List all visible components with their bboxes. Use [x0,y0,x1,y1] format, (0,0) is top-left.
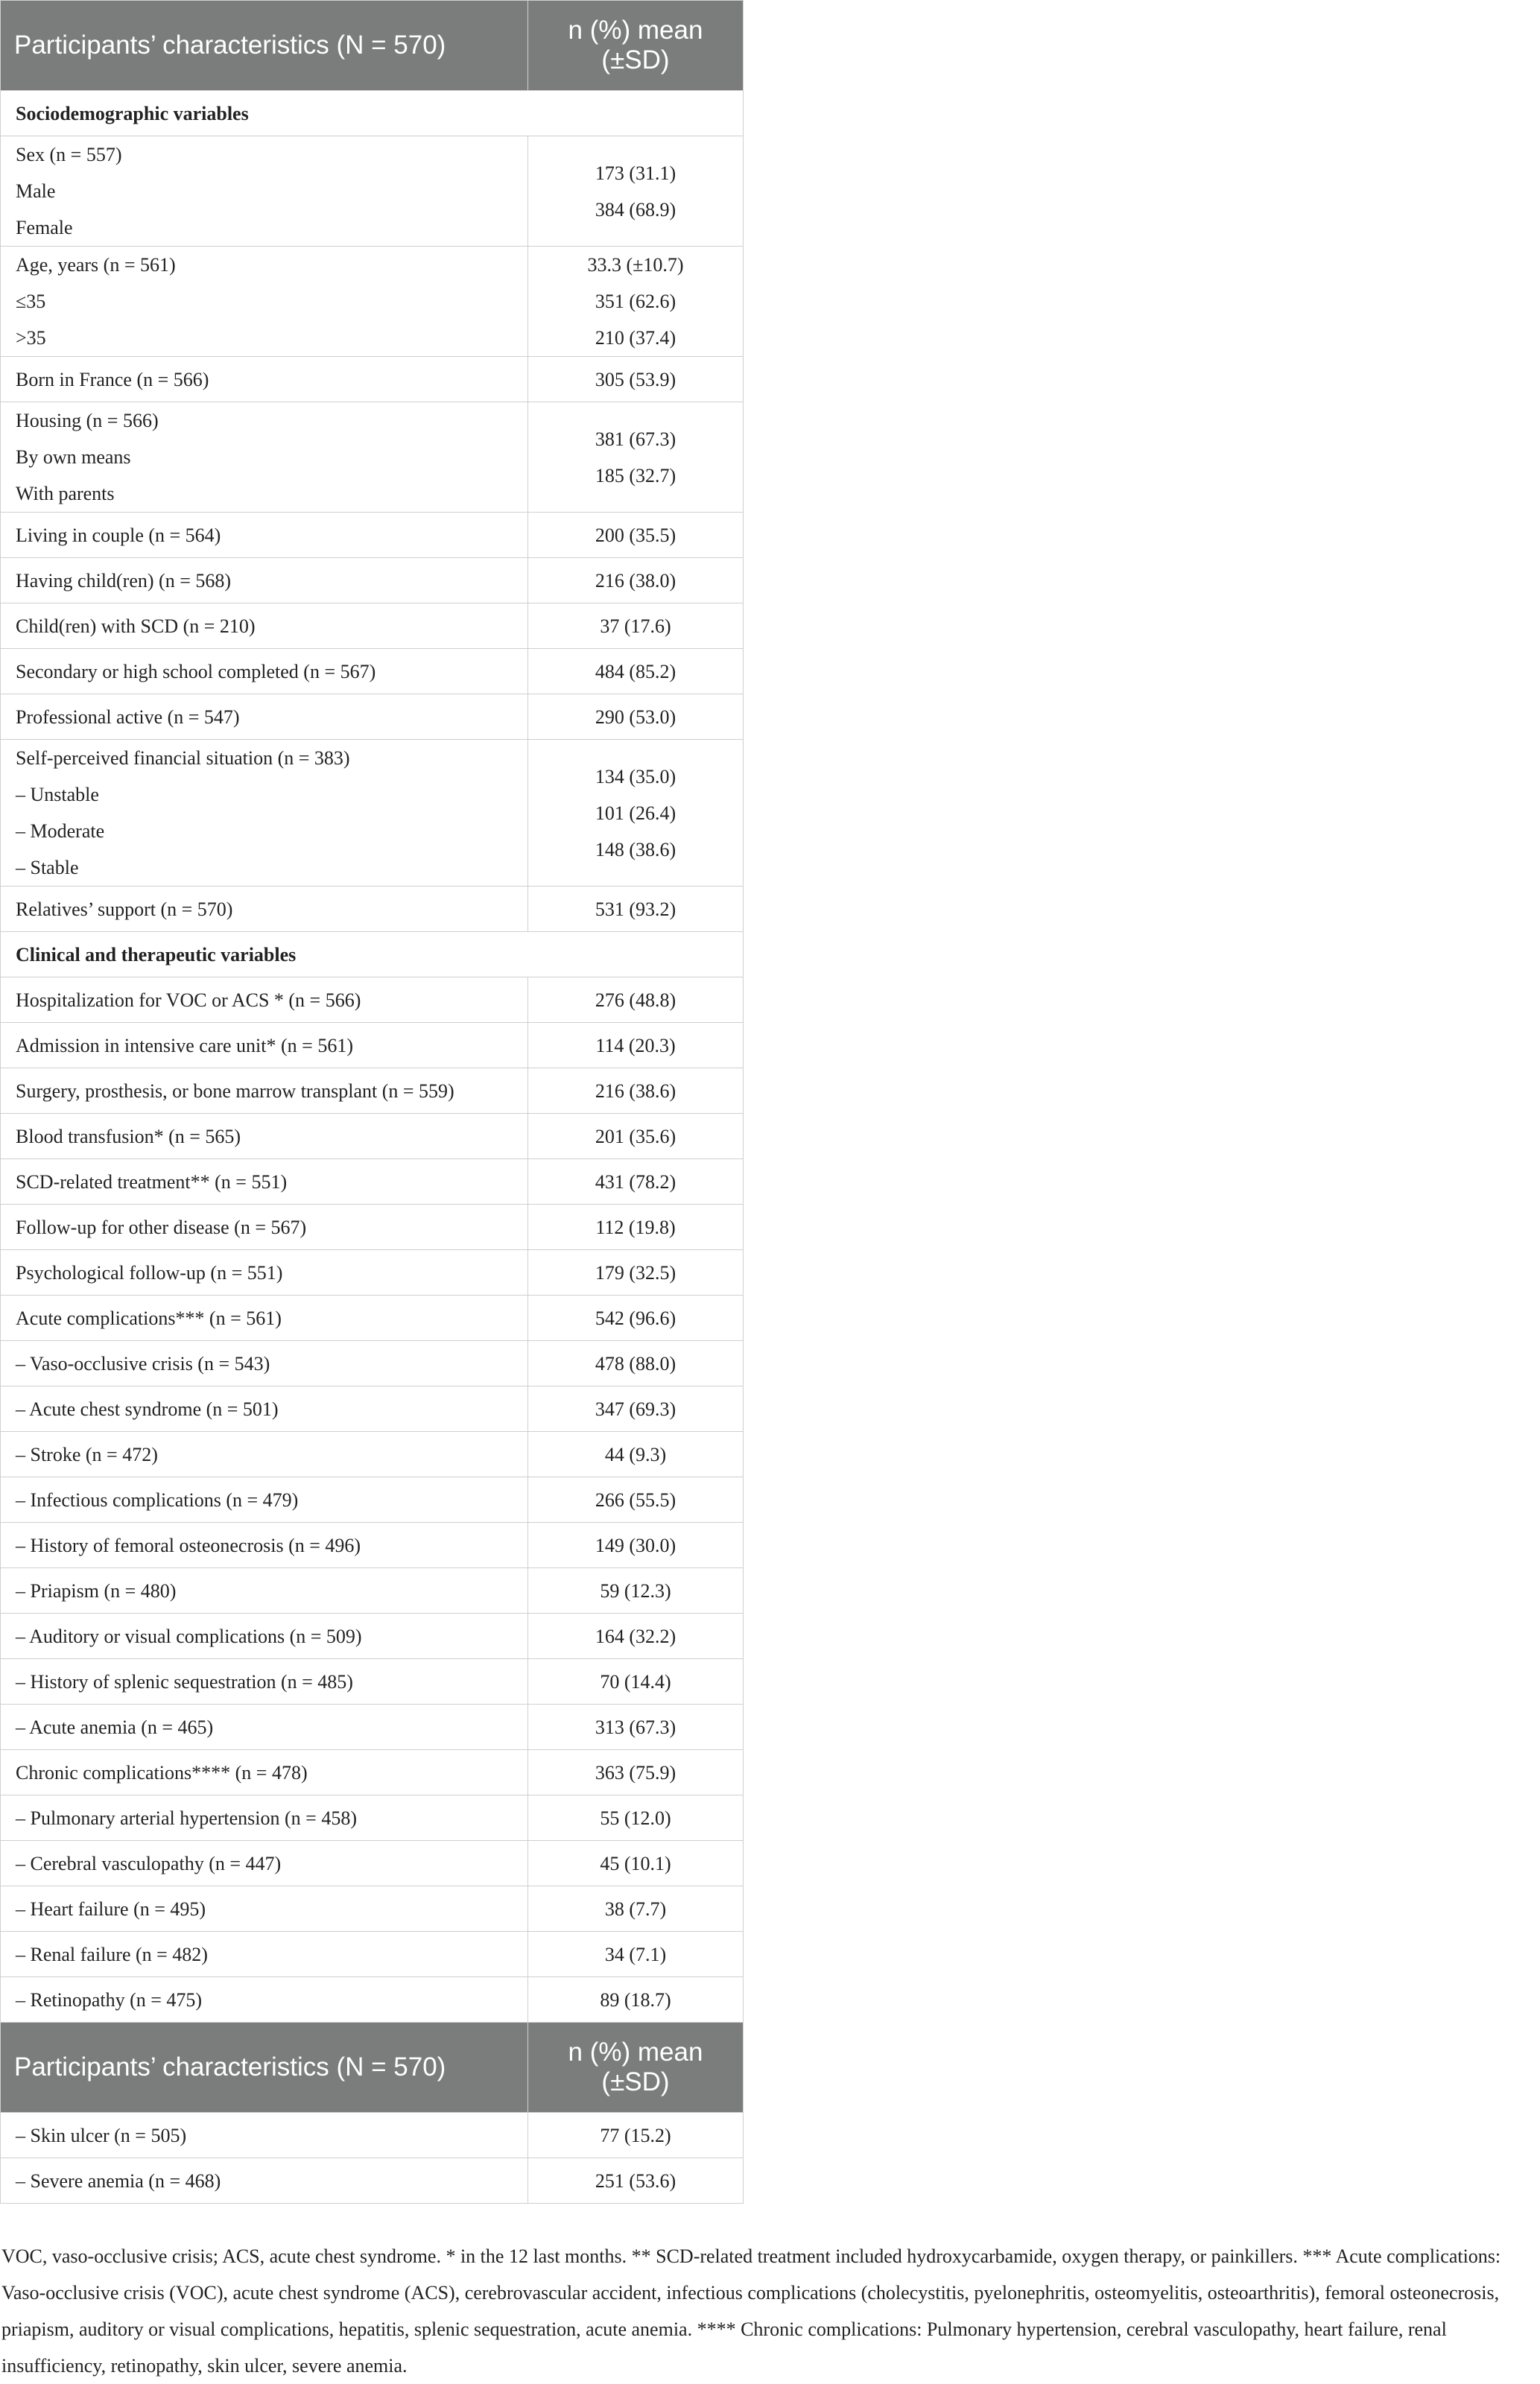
row-value: 251 (53.6) [528,2158,744,2204]
row-value: 77 (15.2) [528,2113,744,2158]
table-row [1,2158,744,2204]
row-label: Born in France (n = 566) [1,357,528,402]
row-label: – Skin ulcer (n = 505) [1,2113,528,2158]
row-value: 290 (53.0) [528,694,744,740]
row-sublabel: >35 [16,327,46,349]
row-value: 149 (30.0) [528,1523,744,1568]
row-label-main: Self-perceived financial situation (n = 383) [16,747,350,769]
table-row [1,1568,744,1614]
row-subvalue: 101 (26.4) [595,802,676,824]
repeated-table-header [1,2023,744,2113]
table-row [1,1341,744,1386]
row-label: Acute complications*** (n = 561) [1,1296,528,1341]
row-value: 531 (93.2) [528,887,744,932]
row-value [528,402,744,513]
row-label: – History of femoral osteonecrosis (n = 496) [1,1523,528,1568]
table-row [1,1159,744,1205]
table-row [1,694,744,740]
row-value: 45 (10.1) [528,1841,744,1886]
row-value: 37 (17.6) [528,603,744,649]
row-value: 216 (38.0) [528,558,744,603]
row-value: 201 (35.6) [528,1114,744,1159]
row-label: – Pulmonary arterial hypertension (n = 458) [1,1795,528,1841]
table-row [1,1432,744,1477]
row-value: 266 (55.5) [528,1477,744,1523]
table-row [1,136,744,247]
table-row [1,1841,744,1886]
section-row [1,932,744,977]
row-label: Having child(ren) (n = 568) [1,558,528,603]
table-row [1,402,744,513]
table-row [1,603,744,649]
section-title: Clinical and therapeutic variables [1,932,744,977]
row-value: 484 (85.2) [528,649,744,694]
row-value: 478 (88.0) [528,1341,744,1386]
row-label: – History of splenic sequestration (n = 485) [1,1659,528,1705]
row-value: 112 (19.8) [528,1205,744,1250]
row-label: – Heart failure (n = 495) [1,1886,528,1932]
row-label: Psychological follow-up (n = 551) [1,1250,528,1296]
row-sublabel: – Moderate [16,820,105,842]
table-row [1,1523,744,1568]
table-row [1,1705,744,1750]
row-value: 542 (96.6) [528,1296,744,1341]
row-label: Follow-up for other disease (n = 567) [1,1205,528,1250]
row-label: – Infectious complications (n = 479) [1,1477,528,1523]
row-value: 347 (69.3) [528,1386,744,1432]
row-value: 216 (38.6) [528,1068,744,1114]
row-value: 114 (20.3) [528,1023,744,1068]
header-characteristics: Participants’ characteristics (N = 570) [1,1,528,91]
header-values: n (%) mean (±SD) [528,2023,744,2113]
row-subvalue: 381 (67.3) [595,428,676,450]
row-value: 276 (48.8) [528,977,744,1023]
table-row [1,1886,744,1932]
row-label: Secondary or high school completed (n = 567) [1,649,528,694]
row-sublabel: – Stable [16,857,79,878]
row-label: – Renal failure (n = 482) [1,1932,528,1977]
row-value: 89 (18.7) [528,1977,744,2023]
table-row [1,1795,744,1841]
row-label: Chronic complications**** (n = 478) [1,1750,528,1795]
header-characteristics: Participants’ characteristics (N = 570) [1,2023,528,2113]
row-label: Admission in intensive care unit* (n = 561) [1,1023,528,1068]
row-sublabel: With parents [16,483,115,504]
table-row [1,1477,744,1523]
row-label: – Severe anemia (n = 468) [1,2158,528,2204]
row-subvalue: 134 (35.0) [595,765,676,787]
row-subvalue: 384 (68.9) [595,198,676,221]
row-subvalue: 351 (62.6) [595,291,676,312]
section-title: Sociodemographic variables [1,91,744,136]
table-row [1,1114,744,1159]
row-sublabel: – Unstable [16,784,99,805]
row-value: 305 (53.9) [528,357,744,402]
section-row [1,91,744,136]
row-label-main: Age, years (n = 561) [16,254,176,276]
table-header [1,1,744,91]
row-value: 164 (32.2) [528,1614,744,1659]
row-label-main: Housing (n = 566) [16,410,159,431]
row-label-main: Sex (n = 557) [16,144,122,165]
row-value [528,247,744,357]
table-row [1,1205,744,1250]
table-row [1,2113,744,2158]
row-label: – Stroke (n = 472) [1,1432,528,1477]
table-row [1,740,744,887]
row-value: 70 (14.4) [528,1659,744,1705]
row-value: 38 (7.7) [528,1886,744,1932]
table-row [1,247,744,357]
row-label: Child(ren) with SCD (n = 210) [1,603,528,649]
table-row [1,1068,744,1114]
row-label [1,402,528,513]
row-sublabel: Female [16,217,73,238]
row-label: – Vaso-occlusive crisis (n = 543) [1,1341,528,1386]
row-value: 179 (32.5) [528,1250,744,1296]
row-label: Living in couple (n = 564) [1,513,528,558]
row-value: 34 (7.1) [528,1932,744,1977]
row-label [1,740,528,887]
row-value: 363 (75.9) [528,1750,744,1795]
row-label: – Acute anemia (n = 465) [1,1705,528,1750]
table-row [1,1977,744,2023]
row-label: – Cerebral vasculopathy (n = 447) [1,1841,528,1886]
row-sublabel: ≤35 [16,291,46,312]
row-value: 313 (67.3) [528,1705,744,1750]
table-row [1,1386,744,1432]
table-row [1,1296,744,1341]
row-value: 431 (78.2) [528,1159,744,1205]
row-subvalue: 185 (32.7) [595,464,676,486]
row-value: 44 (9.3) [528,1432,744,1477]
table-row [1,357,744,402]
row-label: Surgery, prosthesis, or bone marrow transplant (n = 559) [1,1068,528,1114]
row-label: Professional active (n = 547) [1,694,528,740]
row-label: Hospitalization for VOC or ACS * (n = 566) [1,977,528,1023]
row-label: – Acute chest syndrome (n = 501) [1,1386,528,1432]
row-label: – Retinopathy (n = 475) [1,1977,528,2023]
row-value: 59 (12.3) [528,1568,744,1614]
row-value: 55 (12.0) [528,1795,744,1841]
table-row [1,649,744,694]
row-value: 200 (35.5) [528,513,744,558]
table-row [1,1750,744,1795]
row-label [1,136,528,247]
row-sublabel: By own means [16,446,131,468]
table-row [1,887,744,932]
table-row [1,1023,744,1068]
row-label: Blood transfusion* (n = 565) [1,1114,528,1159]
table-row [1,558,744,603]
row-subvalue: 33.3 (±10.7) [587,254,684,276]
row-label: Relatives’ support (n = 570) [1,887,528,932]
row-label: SCD-related treatment** (n = 551) [1,1159,528,1205]
table-row [1,977,744,1023]
row-value [528,740,744,887]
table-row [1,1932,744,1977]
header-values: n (%) mean (±SD) [528,1,744,91]
table-row [1,513,744,558]
table-row [1,1250,744,1296]
table-footnote: VOC, vaso-occlusive crisis; ACS, acute chest syndrome. * in the 12 last months. ** SCD-related treatment included hydroxycarbamide, oxygen therapy, or painkillers. *** Acute complications: Vaso-occlusive crisis (VOC), acute chest syndrome (ACS), cerebrovascular accident, infectious complications (cholecystitis, pyelonephritis, osteomyelitis, osteoarthritis), femoral osteonecrosis, priapism, auditory or visual complications, hepatitis, splenic sequestration, acute anemia. **** Chronic complications: Pulmonary hypertension, cerebral vasculopathy, heart failure, renal insufficiency, retinopathy, skin ulcer, severe anemia. [1,2245,1501,2377]
row-subvalue: 210 (37.4) [595,327,676,349]
characteristics-table [0,0,744,2204]
row-label: – Auditory or visual complications (n = 509) [1,1614,528,1659]
row-label [1,247,528,357]
row-subvalue: 148 (38.6) [595,838,676,860]
row-subvalue: 173 (31.1) [595,162,676,184]
row-value [528,136,744,247]
row-sublabel: Male [16,180,56,202]
table-row [1,1614,744,1659]
row-label: – Priapism (n = 480) [1,1568,528,1614]
table-row [1,1659,744,1705]
